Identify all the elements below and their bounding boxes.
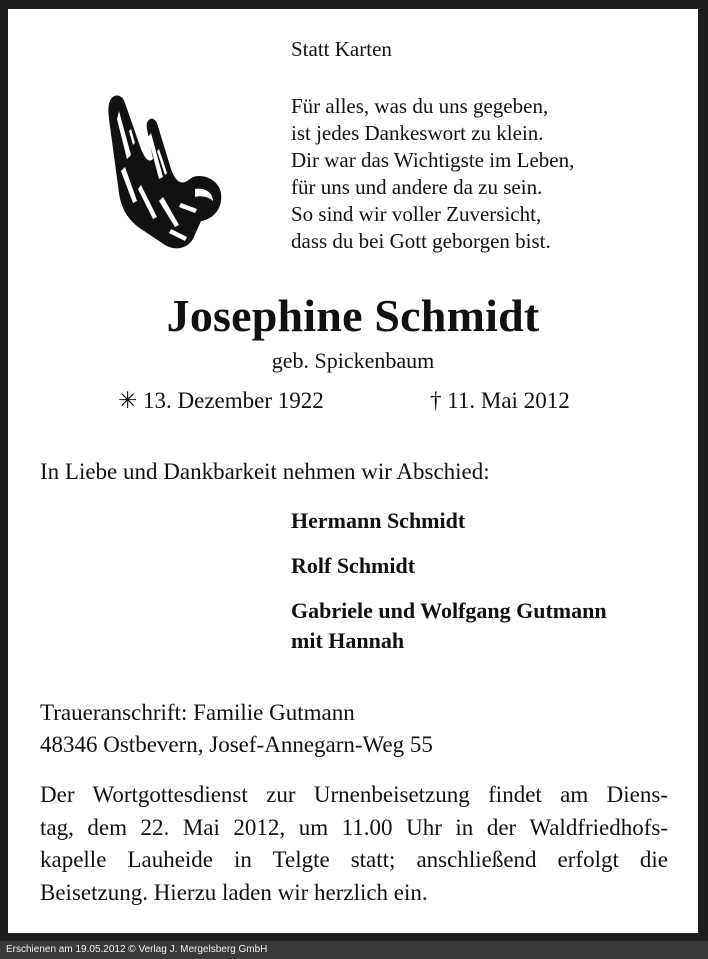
poem-line: für uns und andere da zu sein. bbox=[291, 175, 543, 199]
poem bbox=[291, 93, 574, 255]
family-member: mit Hannah bbox=[291, 628, 405, 653]
service-line: kapelle Lauheide in Telgte statt; anschließend erfolgt die bbox=[40, 847, 668, 872]
poem-line: Dir war das Wichtigste im Leben, bbox=[291, 148, 575, 172]
family-member: Hermann Schmidt bbox=[291, 508, 466, 533]
poem-line: dass du bei Gott geborgen bist. bbox=[291, 229, 551, 253]
poem-line: So sind wir voller Zuversicht, bbox=[291, 202, 542, 226]
family-member: Rolf Schmidt bbox=[291, 553, 416, 578]
deceased-name: Josephine Schmidt bbox=[166, 290, 540, 341]
statt-karten-label: Statt Karten bbox=[291, 37, 392, 61]
praying-hands-icon bbox=[101, 89, 227, 255]
address-line: 48346 Ostbevern, Josef-Annegarn-Weg 55 bbox=[40, 732, 433, 757]
death-date: † 11. Mai 2012 bbox=[430, 388, 570, 413]
service-line: Beisetzung. Hierzu laden wir herzlich ein. bbox=[40, 879, 428, 905]
address-line: Traueranschrift: Familie Gutmann bbox=[40, 700, 355, 725]
family-member: Gabriele und Wolfgang Gutmann bbox=[291, 598, 607, 623]
service-announcement bbox=[40, 779, 668, 909]
mourning-address bbox=[40, 697, 433, 761]
obituary-notice bbox=[8, 9, 698, 933]
birth-name: geb. Spickenbaum bbox=[271, 348, 435, 373]
publication-footer: Erschienen am 19.05.2012 © Verlag J. Mergelsberg GmbH bbox=[6, 944, 268, 955]
service-line: Der Wortgottesdienst zur Urnenbeisetzung findet am Diens- bbox=[40, 782, 668, 807]
poem-line: Für alles, was du uns gegeben, bbox=[291, 94, 549, 118]
service-line: tag, dem 22. Mai 2012, um 11.00 Uhr in der Waldfriedhofs- bbox=[40, 814, 668, 840]
birth-date: ✳ 13. Dezember 1922 bbox=[118, 388, 324, 413]
farewell-intro: In Liebe und Dankbarkeit nehmen wir Abschied: bbox=[40, 459, 490, 484]
poem-line: ist jedes Dankeswort zu klein. bbox=[291, 121, 544, 145]
